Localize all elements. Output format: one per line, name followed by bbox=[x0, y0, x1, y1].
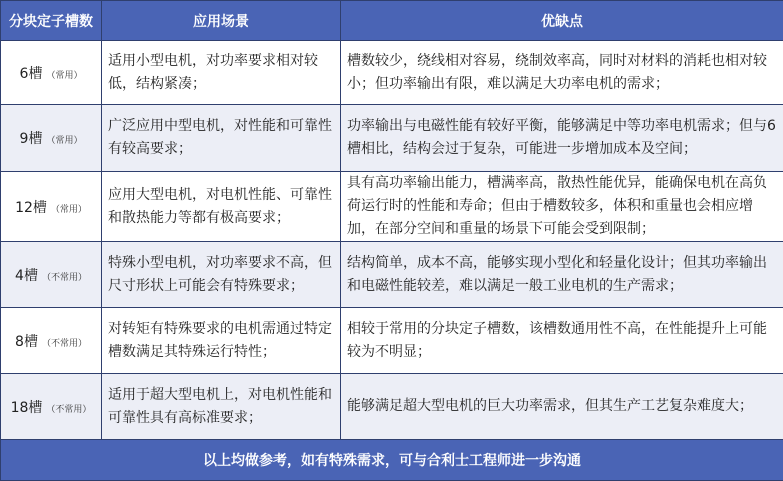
slot-count-cell bbox=[1, 41, 102, 105]
application-cell: 适用小型电机，对功率要求相对较低，结构紧凑； bbox=[102, 41, 341, 105]
pros-cons-cell: 能够满足超大型电机的巨大功率需求，但其生产工艺复杂难度大； bbox=[341, 374, 783, 440]
usage-tag: （常用） bbox=[46, 71, 82, 81]
table-row bbox=[1, 374, 783, 440]
application-cell: 广泛应用中型电机，对性能和可靠性有较高要求； bbox=[102, 105, 341, 172]
pros-cons-cell: 功率输出与电磁性能有较好平衡，能够满足中等功率电机需求；但与6槽相比，结构会过于复杂，可能进一步增加成本及空间； bbox=[341, 105, 783, 172]
footer-note: 以上均做参考，如有特殊需求，可与合利士工程师进一步沟通 bbox=[1, 440, 783, 481]
slot-count: 9槽 bbox=[20, 131, 43, 147]
usage-tag: （常用） bbox=[51, 205, 87, 215]
application-cell: 应用大型电机，对电机性能、可靠性和散热能力等都有极高要求； bbox=[102, 172, 341, 242]
slot-count-cell bbox=[1, 242, 102, 308]
slot-count: 12槽 bbox=[15, 200, 47, 216]
slot-count-cell bbox=[1, 105, 102, 172]
slot-count-cell bbox=[1, 308, 102, 374]
usage-tag: （不常用） bbox=[42, 339, 87, 349]
table-row bbox=[1, 242, 783, 308]
application-cell: 适用于超大型电机上，对电机性能和可靠性具有高标准要求； bbox=[102, 374, 341, 440]
header-slots: 分块定子槽数 bbox=[1, 1, 102, 41]
header-pros-cons: 优缺点 bbox=[341, 1, 783, 41]
table-row bbox=[1, 172, 783, 242]
pros-cons-cell: 槽数较少，绕线相对容易，绕制效率高，同时对材料的消耗也相对较小；但功率输出有限，难以满足大功率电机的需求； bbox=[341, 41, 783, 105]
pros-cons-cell: 结构简单，成本不高，能够实现小型化和轻量化设计；但其功率输出和电磁性能较差，难以满足一般工业电机的生产需求； bbox=[341, 242, 783, 308]
footer-row bbox=[1, 440, 783, 481]
table-row bbox=[1, 308, 783, 374]
slot-count-cell bbox=[1, 172, 102, 242]
table-row bbox=[1, 105, 783, 172]
pros-cons-cell: 相较于常用的分块定子槽数，该槽数通用性不高，在性能提升上可能较为不明显； bbox=[341, 308, 783, 374]
slot-count-cell bbox=[1, 374, 102, 440]
usage-tag: （不常用） bbox=[46, 405, 91, 415]
header-application: 应用场景 bbox=[102, 1, 341, 41]
slot-count: 6槽 bbox=[20, 66, 43, 82]
application-cell: 对转矩有特殊要求的电机需通过特定槽数满足其特殊运行特性； bbox=[102, 308, 341, 374]
slot-count: 8槽 bbox=[15, 334, 38, 350]
table-header-row bbox=[1, 1, 783, 41]
table-row bbox=[1, 41, 783, 105]
pros-cons-cell: 具有高功率输出能力，槽满率高，散热性能优异，能确保电机在高负荷运行时的性能和寿命；但由于槽数较多，体积和重量也会相应增加，在部分空间和重量的场景下可能会受到限制； bbox=[341, 172, 783, 242]
slot-count: 18槽 bbox=[11, 400, 43, 416]
application-cell: 特殊小型电机，对功率要求不高，但尺寸形状上可能会有特殊要求； bbox=[102, 242, 341, 308]
usage-tag: （不常用） bbox=[42, 273, 87, 283]
slot-count: 4槽 bbox=[15, 268, 38, 284]
usage-tag: （常用） bbox=[46, 136, 82, 146]
